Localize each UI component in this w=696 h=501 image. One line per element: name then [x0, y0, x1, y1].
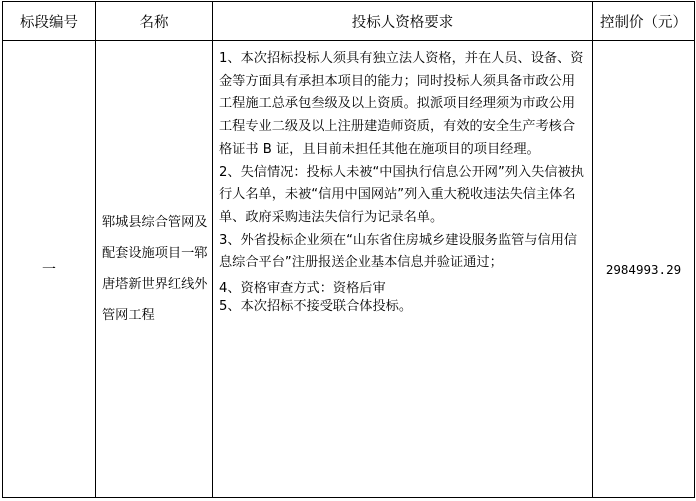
- header-price: 控制价（元）: [593, 2, 695, 41]
- header-row: [3, 2, 695, 41]
- control-price: 2984993.29: [593, 41, 695, 498]
- header-name: 名称: [96, 2, 213, 41]
- requirement-item: 5、本次招标不接受联合体投标。: [219, 299, 413, 315]
- section-code: 一: [3, 41, 96, 498]
- requirement-item: 4、资格审查方式：资格后审: [219, 281, 386, 297]
- bid-section-table: [2, 1, 695, 498]
- requirement-item: 1、本次招标投标人须具有独立法人资格，并在人员、设备、资金等方面具有承担本项目的能力；同时投标人须具备市政公用工程施工总承包叁级及以上资质。拟派项目经理须为市政公用工程专业二级及以上注册建造师资质，有效的安全生产考核合格证书 B 证，且目前未担任其他在施项目的项目经理。: [219, 51, 584, 157]
- header-code: 标段编号: [3, 2, 96, 41]
- requirement-item: 2、失信情况：投标人未被“中国执行信息公开网”列入失信被执行人名单，未被“信用中国网站”列入重大税收违法失信主体名单、政府采购违法失信行为记录名单。: [219, 164, 584, 225]
- requirement-item: 3、外省投标企业须在“山东省住房城乡建设服务监管与信用信息综合平台”注册报送企业基本信息并验证通过；: [219, 232, 578, 271]
- requirements-cell: [213, 41, 593, 498]
- header-requirements: 投标人资格要求: [213, 2, 593, 41]
- table-row: [3, 41, 695, 498]
- project-name: 郓城县综合管网及配套设施项目一郓唐塔新世界红线外管网工程: [96, 41, 213, 498]
